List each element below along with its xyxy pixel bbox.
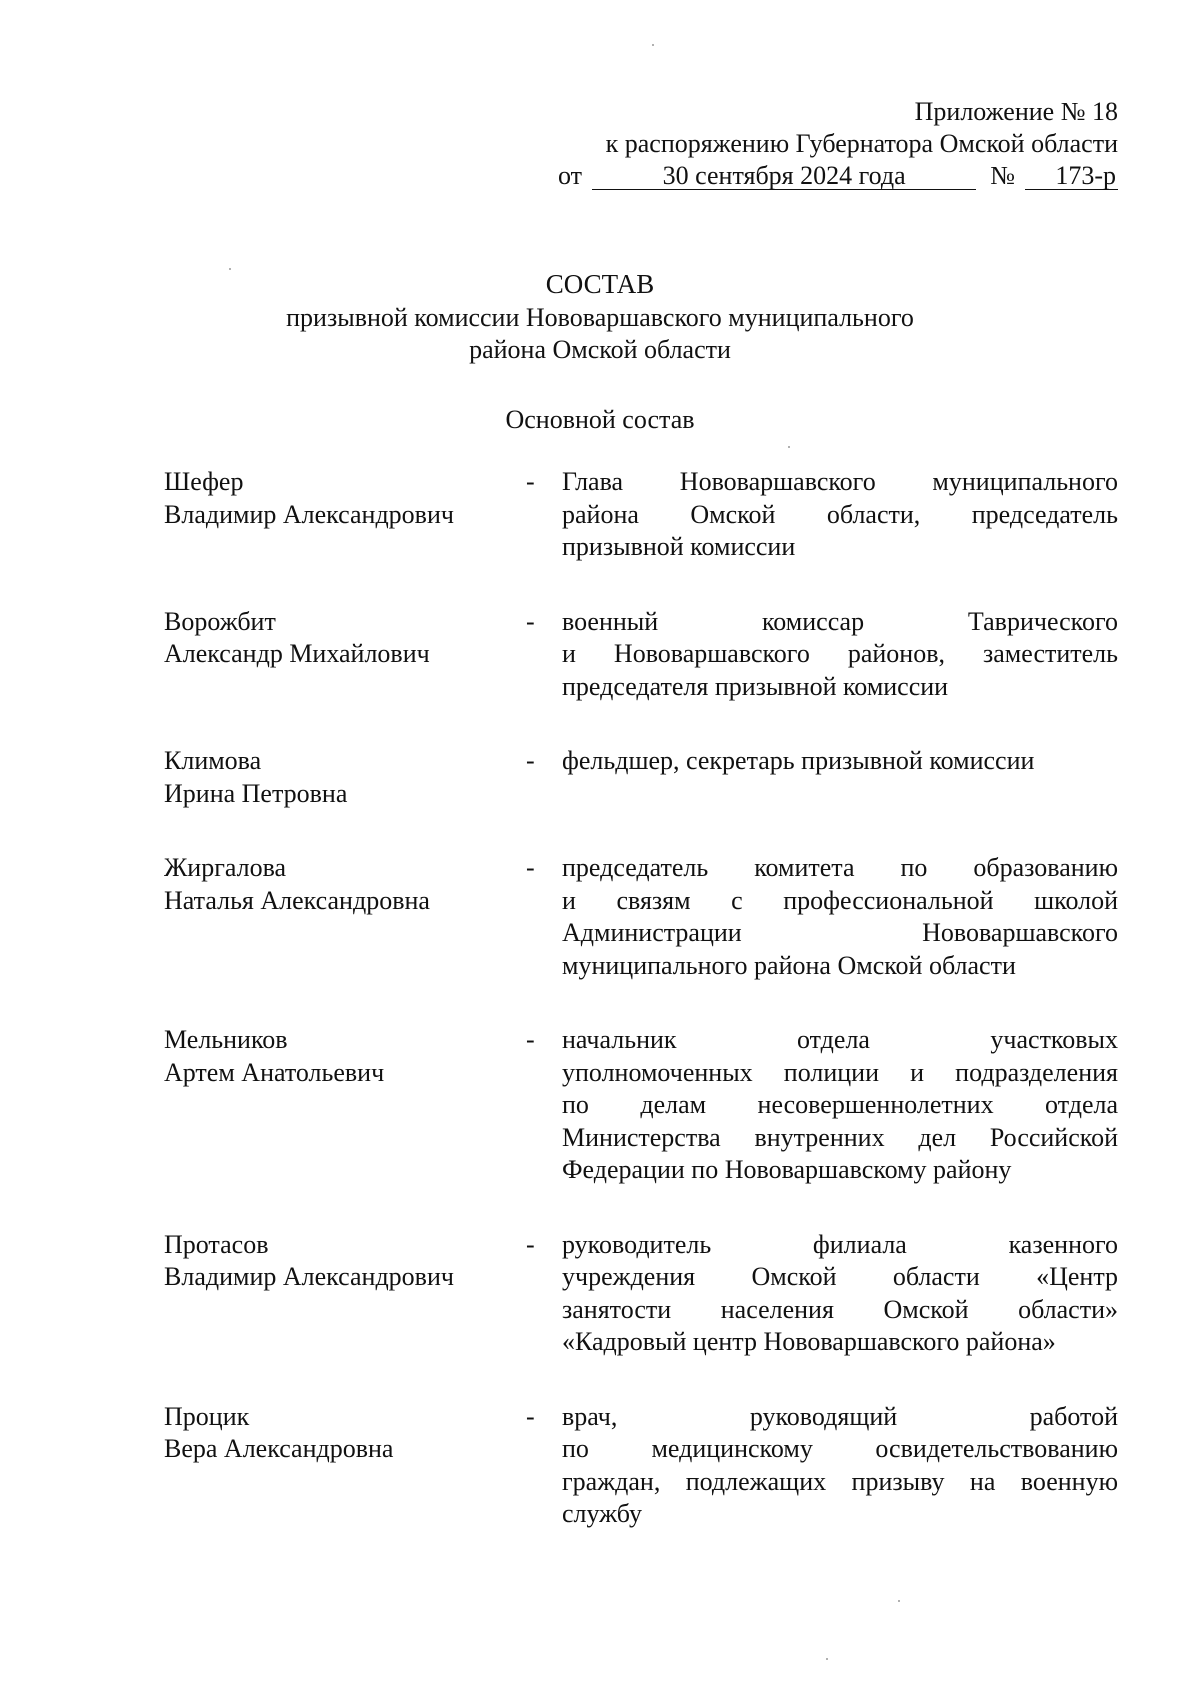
member-surname: Мельников — [164, 1025, 288, 1054]
member-name — [164, 1229, 526, 1359]
member-entry — [164, 1401, 1118, 1531]
document-title — [0, 268, 1200, 366]
member-surname: Шефер — [164, 467, 244, 496]
member-role-line: председателя призывной комиссии — [562, 671, 949, 701]
member-given-name: Ирина Петровна — [164, 778, 348, 808]
section-heading: Основной состав — [505, 405, 695, 434]
member-role-line: Министерства внутренних дел Российской — [562, 1122, 1118, 1152]
appendix-reference — [558, 96, 1118, 192]
member-dash: - — [526, 1025, 535, 1054]
member-entry — [164, 745, 1118, 810]
member-entry — [164, 606, 1118, 704]
scan-speck — [652, 44, 654, 46]
member-role — [562, 1024, 1118, 1187]
member-role — [562, 1401, 1118, 1531]
member-role-line: председатель комитета по образованию — [562, 853, 1118, 882]
member-entry — [164, 466, 1118, 564]
member-name — [164, 852, 526, 982]
member-role-line: призывной комиссии — [562, 532, 796, 561]
member-entry — [164, 852, 1118, 982]
scan-speck — [788, 446, 790, 448]
member-name — [164, 1024, 526, 1187]
member-role — [562, 1229, 1118, 1359]
member-dash: - — [526, 606, 535, 636]
appendix-decree: к распоряжению Губернатора Омской области — [605, 129, 1118, 158]
member-surname: Климова — [164, 746, 262, 775]
member-role-line: и Нововаршавского районов, заместитель — [562, 639, 1118, 668]
title-line-2: района Омской области — [469, 335, 731, 364]
member-role-line: по медицинскому освидетельствованию — [562, 1434, 1118, 1463]
member-name — [164, 1401, 526, 1531]
member-role-line: Администрации Нововаршавского — [562, 918, 1118, 947]
member-given-name: Александр Михайлович — [164, 639, 430, 668]
member-role-line: руководитель филиала казенного — [562, 1229, 1118, 1259]
member-list — [164, 466, 1118, 1531]
member-role-line: муниципального района Омской области — [562, 950, 1016, 980]
member-role-line: уполномоченных полиции и подразделения — [562, 1057, 1118, 1087]
member-surname: Протасов — [164, 1229, 269, 1259]
member-name — [164, 606, 526, 704]
member-role-line: граждан, подлежащих призыву на военную — [562, 1466, 1118, 1496]
number-sign: № — [990, 161, 1016, 190]
appendix-date-line — [558, 160, 1118, 192]
member-role — [562, 606, 1118, 704]
member-role-line: военный комиссар Таврического — [562, 606, 1118, 636]
appendix-number: Приложение № 18 — [914, 97, 1118, 126]
title-line-1: призывной комиссии Нововаршавского муниципального — [286, 303, 914, 332]
member-surname: Процик — [164, 1401, 250, 1431]
member-entry — [164, 1024, 1118, 1187]
decree-date: 30 сентября 2024 года — [592, 163, 976, 190]
scan-speck — [898, 1600, 900, 1602]
member-entry — [164, 1229, 1118, 1359]
member-role-line: начальник отдела участковых — [562, 1025, 1118, 1054]
member-given-name: Вера Александровна — [164, 1434, 394, 1463]
member-role-line: учреждения Омской области «Центр — [562, 1262, 1118, 1291]
member-role-line: «Кадровый центр Нововаршавского района» — [562, 1327, 1056, 1356]
member-role-line: врач, руководящий работой — [562, 1401, 1118, 1431]
member-role-line: и связям с профессиональной школой — [562, 885, 1118, 915]
member-dash: - — [526, 746, 535, 775]
member-role — [562, 852, 1118, 982]
member-role — [562, 466, 1118, 564]
member-dash: - — [526, 853, 535, 882]
scan-speck — [229, 268, 231, 270]
decree-number: 173-р — [1025, 163, 1118, 190]
scan-speck — [826, 1658, 828, 1660]
member-role — [562, 745, 1118, 810]
member-role-line: Глава Нововаршавского муниципального — [562, 467, 1118, 496]
from-label: от — [558, 161, 583, 190]
member-name — [164, 745, 526, 810]
member-given-name: Артем Анатольевич — [164, 1057, 385, 1087]
member-dash: - — [526, 1401, 535, 1431]
member-role-line: фельдшер, секретарь призывной комиссии — [562, 746, 1035, 775]
member-role-line: Федерации по Нововаршавскому району — [562, 1155, 1012, 1184]
member-given-name: Владимир Александрович — [164, 1262, 454, 1291]
member-given-name: Владимир Александрович — [164, 499, 454, 529]
member-given-name: Наталья Александровна — [164, 885, 430, 915]
member-dash: - — [526, 1229, 535, 1259]
member-surname: Жиргалова — [164, 853, 287, 882]
member-role-line: занятости населения Омской области» — [562, 1294, 1118, 1324]
title-heading: СОСТАВ — [545, 269, 655, 299]
member-role-line: района Омской области, председатель — [562, 499, 1118, 529]
member-role-line: по делам несовершеннолетних отдела — [562, 1090, 1118, 1119]
member-role-line: службу — [562, 1499, 643, 1528]
member-name — [164, 466, 526, 564]
member-surname: Ворожбит — [164, 606, 276, 636]
member-dash: - — [526, 467, 535, 496]
